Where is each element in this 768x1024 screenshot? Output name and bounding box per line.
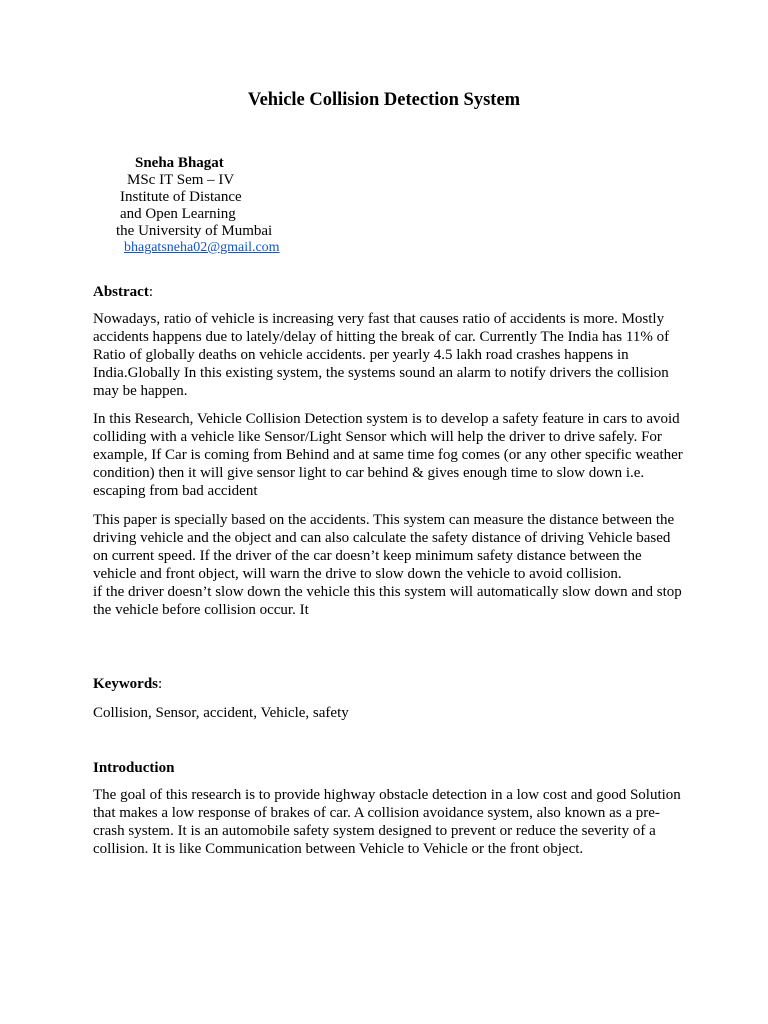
introduction-paragraph-1-text: The goal of this research is to provide highway obstacle detection in a low cost and good Solution that makes a low response of brakes of car. A collision avoidance system, also known as a pre-crash system. It is an automobile safety system designed to prevent or reduce the severity of a collision. It is like Communication between Vehicle to Vehicle or the front object.: [93, 787, 681, 857]
abstract-paragraph-2-text: In this Research, Vehicle Collision Detection system is to develop a safety feature in cars to avoid colliding with a vehicle like Sensor/Light Sensor which will help the driver to drive safely. For example, If Car is coming from Behind and at same time fog comes (or any other specific weather condition) then it will give sensor light to car behind & gives enough time to slow down i.e. escaping from bad accident: [93, 411, 683, 499]
author-university: the University of Mumbai: [116, 223, 273, 239]
keywords-heading-colon: :: [158, 676, 163, 692]
author-institute-line2: and Open Learning: [120, 206, 236, 222]
keywords-text: Collision, Sensor, accident, Vehicle, safety: [93, 705, 349, 721]
author-program: MSc IT Sem – IV: [127, 172, 235, 188]
keywords-heading-label: Keywords: [93, 676, 158, 692]
keywords-heading: [93, 675, 162, 693]
abstract-paragraph-1-text: Nowadays, ratio of vehicle is increasing very fast that causes ratio of accidents is more. Mostly accidents happens due to lately/delay of hitting the break of car. Currently The India has 11% of Ratio of globally deaths on vehicle accidents. per yearly 4.5 lakh road crashes happens in India.Globally In this existing system, the systems sound an alarm to notify drivers the collision may be happen.: [93, 311, 670, 399]
abstract-paragraph-1: [93, 310, 683, 400]
abstract-paragraph-4-text: if the driver doesn’t slow down the vehicle this this system will automatically slow down and stop the vehicle before collision occur. It: [93, 584, 682, 618]
abstract-paragraph-2: [93, 410, 683, 500]
abstract-heading: [93, 283, 153, 301]
abstract-paragraph-3: [93, 511, 683, 619]
abstract-heading-colon: :: [148, 284, 153, 300]
introduction-heading: [93, 759, 174, 777]
keywords-list: [93, 704, 683, 722]
introduction-paragraph-1: [93, 786, 683, 858]
introduction-heading-label: Introduction: [93, 760, 175, 776]
abstract-heading-label: Abstract: [93, 284, 149, 300]
author-institute-line1: Institute of Distance: [120, 189, 242, 205]
abstract-paragraph-3-text: This paper is specially based on the accidents. This system can measure the distance between the driving vehicle and the object and can also calculate the safety distance of driving Vehicle based on current speed. If the driver of the car doesn’t keep minimum safety distance between the vehicle and front object, will warn the drive to slow down the vehicle to avoid collision.: [93, 512, 675, 582]
author-name: Sneha Bhagat: [135, 155, 224, 171]
paper-title: Vehicle Collision Detection System: [247, 90, 521, 110]
author-email-link[interactable]: bhagatsneha02@gmail.com: [124, 240, 280, 255]
